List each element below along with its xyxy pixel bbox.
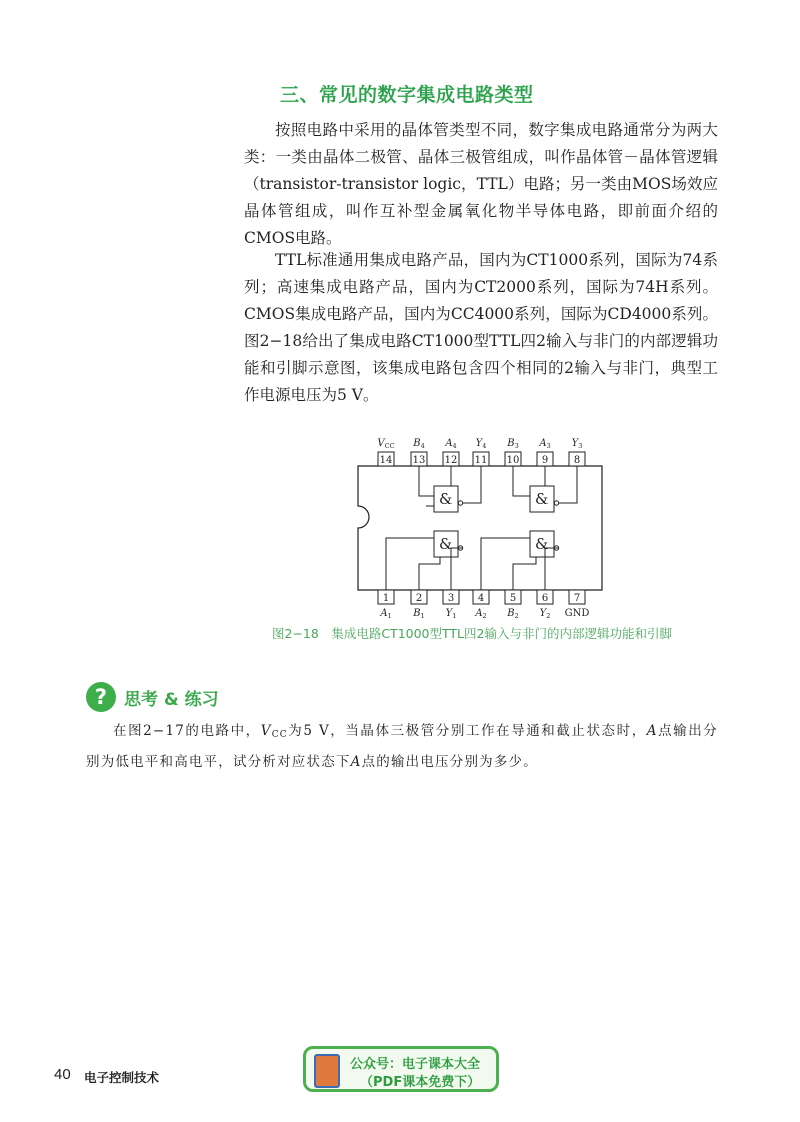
pin-label-14: $V_{CC}$ xyxy=(377,438,395,450)
pin-number-9: 9 xyxy=(541,455,549,466)
pin-label-2: $B_1$ xyxy=(413,608,425,620)
gate-2-symbol: & xyxy=(535,535,549,553)
pin-label-13: $B_4$ xyxy=(413,438,425,450)
pin-label-6: $Y_2$ xyxy=(539,608,551,620)
pin-number-3: 3 xyxy=(447,593,455,604)
pin-label-10: $B_3$ xyxy=(507,438,519,450)
pin-label-7: GND xyxy=(564,608,590,619)
vcc-symbol: V xyxy=(260,723,272,739)
pin-label-1: $A_1$ xyxy=(380,608,392,620)
point-a-1: A xyxy=(646,723,658,739)
ic-pinout-diagram xyxy=(340,432,630,622)
pin-number-5: 5 xyxy=(509,593,517,604)
exercise-part3: 点输出分别为低电平和高电平，试分析对应状态下 xyxy=(86,723,718,770)
exercise-text xyxy=(86,718,718,776)
pin-number-10: 10 xyxy=(506,455,520,466)
pin-number-13: 13 xyxy=(412,455,426,466)
watermark-stamp xyxy=(303,1046,499,1092)
point-a-2: A xyxy=(350,754,362,770)
pin-label-3: $Y_1$ xyxy=(445,608,457,620)
pin-label-12: $A_4$ xyxy=(445,438,457,450)
section-title: 三、常见的数字集成电路类型 xyxy=(280,84,534,106)
gate-1-symbol: & xyxy=(439,535,453,553)
pin-number-1: 1 xyxy=(382,593,390,604)
pin-label-4: $A_2$ xyxy=(475,608,487,620)
think-practice-title: 思考 & 练习 xyxy=(124,690,219,710)
pin-label-11: $Y_4$ xyxy=(475,438,487,450)
pin-number-14: 14 xyxy=(379,455,393,466)
pin-number-7: 7 xyxy=(573,593,581,604)
gate-4-symbol: & xyxy=(439,490,453,508)
pin-number-11: 11 xyxy=(474,455,488,466)
pin-group xyxy=(377,438,589,620)
stamp-line-2: （PDF课本免费下） xyxy=(360,1075,481,1090)
ic-pinout-figure xyxy=(340,432,630,626)
figure-caption: 图2−18 集成电路CT1000型TTL四2输入与非门的内部逻辑功能和引脚 xyxy=(272,626,672,641)
pin-number-12: 12 xyxy=(444,455,458,466)
question-icon: ? xyxy=(86,682,116,712)
pin-number-4: 4 xyxy=(477,593,485,604)
vcc-subscript: CC xyxy=(271,730,288,740)
paragraph-ttl-cmos: 按照电路中采用的晶体管类型不同，数字集成电路通常分为两大类：一类由晶体二极管、晶体三极管组成，叫作晶体管－晶体管逻辑（transistor-transistor logic，TTL）电路；另一类由MOS场效应晶体管组成，叫作互补型金属氧化物半导体电路，即前面介绍的CMOS电路。 xyxy=(244,121,718,247)
pin-number-6: 6 xyxy=(541,593,549,604)
paragraph-series: TTL标准通用集成电路产品，国内为CT1000系列，国际为74系列；高速集成电路产品，国内为CT2000系列，国际为74H系列。CMOS集成电路产品，国内为CC4000系列，国际为CD4000系列。图2−18给出了集成电路CT1000型TTL四2输入与非门的内部逻辑功能和引脚示意图，该集成电路包含四个相同的2输入与非门，典型工作电源电压为5 V。 xyxy=(244,251,718,404)
exercise-part2: 为5 V，当晶体三极管分别工作在导通和截止状态时， xyxy=(287,723,647,739)
gate-3-symbol: & xyxy=(535,490,549,508)
pin-number-8: 8 xyxy=(573,455,581,466)
book-title: 电子控制技术 xyxy=(84,1070,160,1085)
exercise-part4: 点的输出电压分别为多少。 xyxy=(361,754,538,770)
pin-label-8: $Y_3$ xyxy=(571,438,583,450)
pin-label-9: $A_3$ xyxy=(539,438,551,450)
chip-body xyxy=(358,466,602,590)
pin-number-2: 2 xyxy=(415,593,423,604)
stamp-line-1: 公众号：电子课本大全 xyxy=(350,1057,481,1072)
exercise-part1: 在图2−17的电路中， xyxy=(113,723,261,739)
page-number: 40 xyxy=(54,1066,71,1083)
book-icon xyxy=(314,1054,340,1088)
pin-label-5: $B_2$ xyxy=(507,608,519,620)
